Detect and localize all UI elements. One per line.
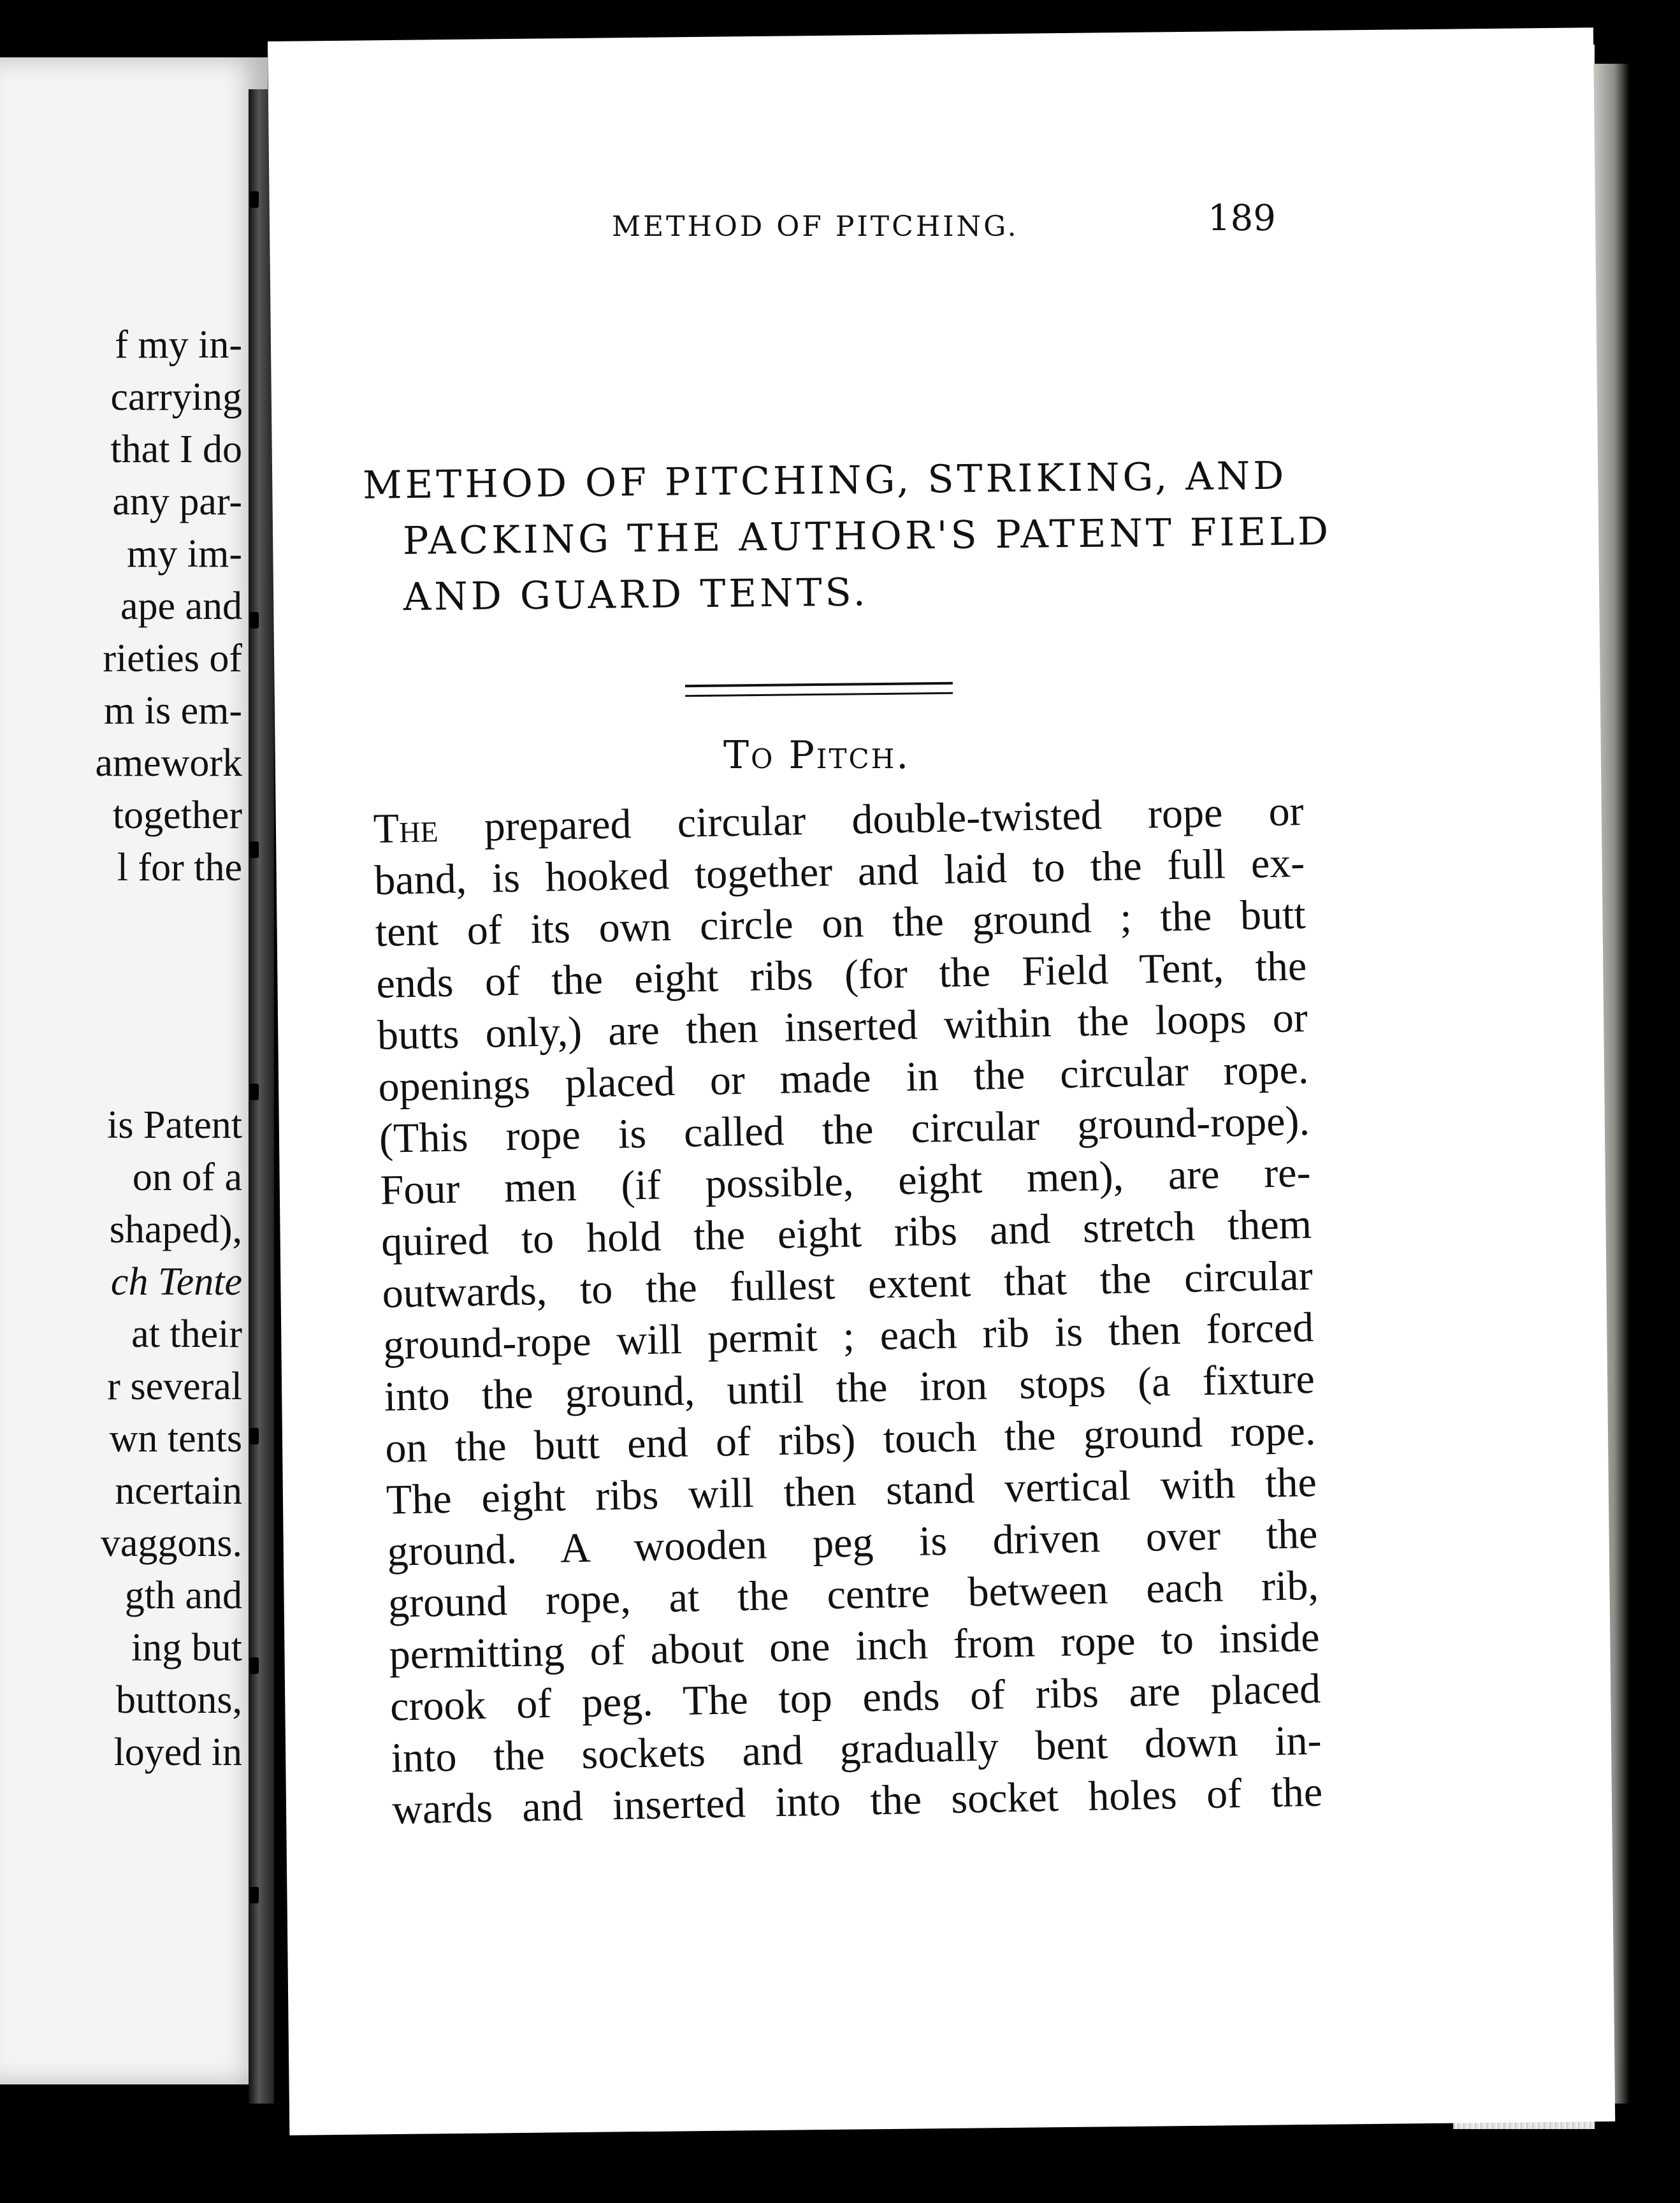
left-line: m is em-: [104, 689, 242, 732]
body-text: [373, 785, 1323, 1836]
body-line: ground-rope will permit ; each rib is then forced: [382, 1304, 1314, 1369]
body-line: openings placed or made in the circular rope.: [377, 1045, 1309, 1110]
left-line: f my in-: [115, 323, 242, 367]
left-line: that I do: [110, 428, 242, 471]
body-line: into the ground, until the iron stops (a fixture: [384, 1355, 1315, 1420]
body-line: permitting of about one inch from rope to inside: [388, 1613, 1321, 1678]
body-line: ends of the eight ribs (for the Field Tent, the: [375, 942, 1307, 1007]
body-line: ground. A wooden peg is driven over the: [386, 1510, 1318, 1575]
body-line: quired to hold the eight ribs and stretch them: [380, 1200, 1312, 1265]
binding-stitch: [250, 612, 259, 629]
left-line: loyed in: [113, 1731, 242, 1774]
left-line: buttons,: [115, 1678, 242, 1722]
left-page: [0, 57, 270, 2084]
left-line: together: [112, 794, 242, 837]
body-line: The eight ribs will then stand vertical with the: [386, 1458, 1317, 1523]
chapter-title-line: METHOD OF PITCHING, STRIKING, AND: [362, 453, 1287, 508]
binding-stitch: [250, 1428, 259, 1444]
section-heading: To Pitch.: [723, 733, 911, 778]
binding-stitch: [250, 191, 259, 208]
binding-stitch: [250, 841, 259, 858]
chapter-title: [362, 447, 1332, 625]
body-line: (This rope is called the circular ground-rope).: [379, 1097, 1310, 1162]
page-number: 189: [1208, 198, 1276, 239]
left-line: gth and: [124, 1574, 242, 1617]
body-line: into the sockets and gradually bent down in-: [391, 1717, 1322, 1782]
body-line: on the butt end of ribs) touch the ground rope.: [384, 1407, 1316, 1472]
left-line: [111, 1262, 242, 1302]
body-line: crook of peg. The top ends of ribs are placed: [389, 1665, 1321, 1730]
binding-stitch: [250, 1084, 259, 1100]
left-line: wn tents: [109, 1417, 242, 1460]
body-line: outwards, to the fullest extent that the circular: [382, 1252, 1314, 1317]
body-line: wards and inserted into the socket holes of the: [391, 1768, 1323, 1833]
left-line: ing but: [131, 1626, 242, 1669]
binding-stitch: [250, 1657, 259, 1674]
left-line: vaggons.: [100, 1522, 242, 1565]
left-line: rieties of: [103, 637, 242, 680]
body-line: tent of its own circle on the ground ; the butt: [375, 891, 1307, 956]
left-line: shaped),: [109, 1208, 242, 1251]
left-line: my im-: [127, 532, 242, 576]
left-line: ncertain: [115, 1469, 242, 1513]
first-word: The: [373, 804, 439, 852]
running-head: METHOD OF PITCHING.: [612, 210, 1019, 243]
body-line-text: prepared circular double-twisted rope or: [437, 787, 1305, 852]
left-line-text: ch Tente: [110, 1260, 242, 1304]
left-line: any par-: [112, 480, 242, 523]
body-line: band, is hooked together and laid to the full ex-: [373, 839, 1305, 904]
left-line: at their: [131, 1312, 242, 1356]
left-line: l for the: [117, 846, 242, 889]
body-line: Four men (if possible, eight men), are re-: [379, 1149, 1312, 1214]
left-line: carrying: [110, 375, 242, 419]
binding-stitch: [250, 1887, 259, 1903]
left-line: on of a: [132, 1156, 242, 1199]
left-line: r several: [107, 1365, 242, 1408]
body-line: butts only,) are then inserted within the loops or: [377, 994, 1308, 1059]
left-line: amework: [95, 741, 242, 785]
body-line: ground rope, at the centre between each rib,: [387, 1562, 1319, 1627]
chapter-title-line: PACKING THE AUTHOR'S PATENT FIELD: [402, 509, 1332, 564]
left-line: ape and: [120, 585, 242, 628]
chapter-title-line: AND GUARD TENTS.: [403, 570, 869, 620]
left-line: is Patent: [107, 1103, 242, 1147]
